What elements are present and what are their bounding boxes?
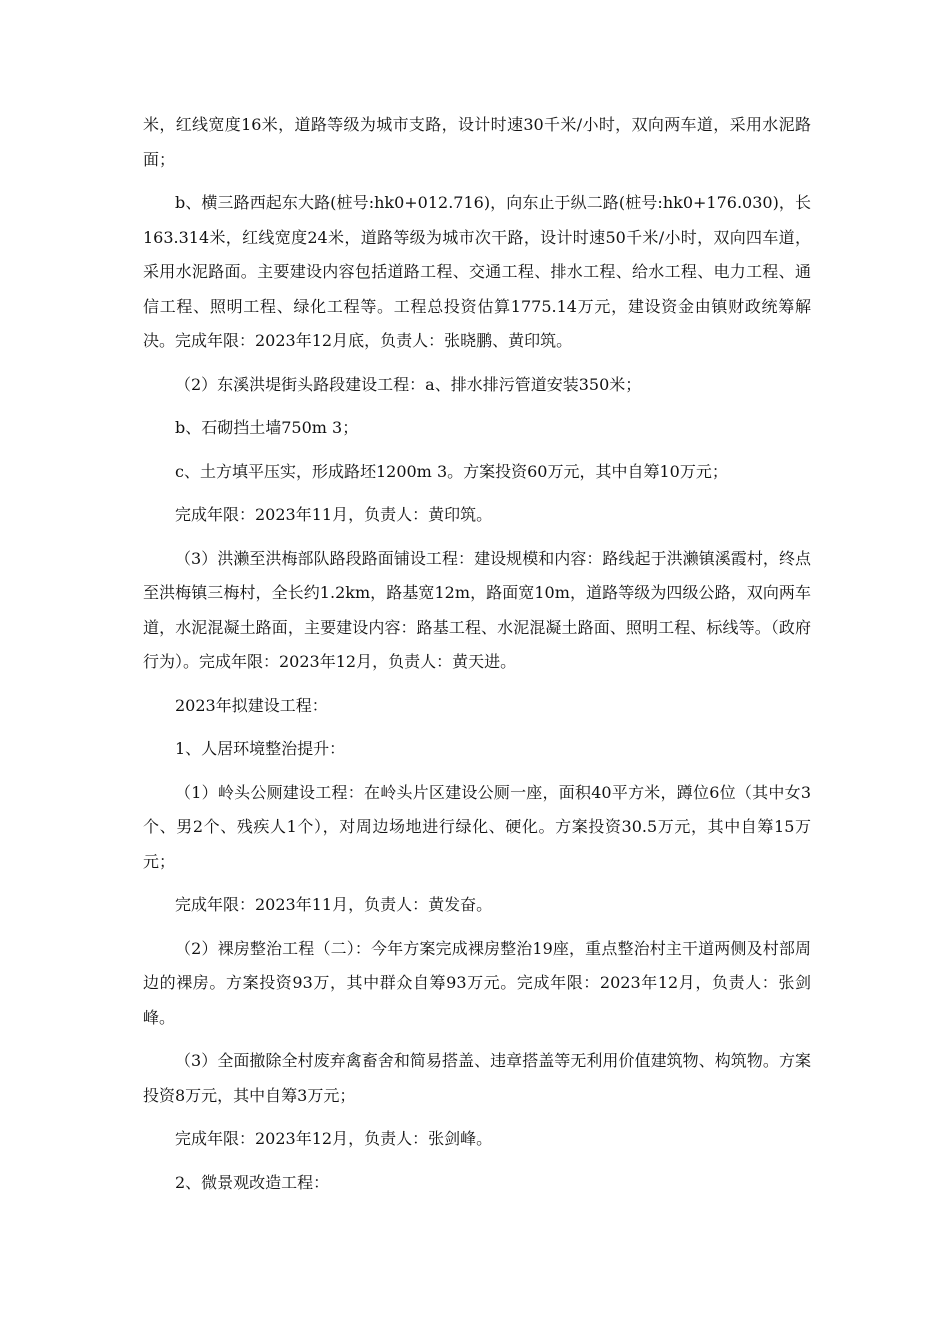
section-heading-2023-planned: 2023年拟建设工程： (175, 695, 328, 715)
paragraph-deadline-huang-fafen: 完成年限：2023年11月，负责人：黄发奋。 (175, 895, 493, 914)
paragraph-deadline-huang-yinzhu: 完成年限：2023年11月，负责人：黄印筑。 (175, 505, 493, 524)
paragraph-dongxi-levee: （2）东溪洪堤街头路段建设工程：a、排水排污管道安装350米； (175, 374, 642, 394)
subsection-heading-micro-landscape: 2、微景观改造工程： (175, 1172, 330, 1192)
paragraph-earthwork: c、土方填平压实，形成路坯1200m 3。方案投资60万元，其中自筹10万元； (175, 461, 728, 481)
subsection-heading-living-environment: 1、人居环境整治提升： (175, 739, 346, 758)
paragraph-heng-san-road: b、横三路西起东大路(桩号:hk0+012.716)，向东止于纵二路(桩号:hk0+176.030)，长163.314米，红线宽度24米，道路等级为城市次干路，设计时速50千米/小时，双向四车道，采用水泥路面。主要建设内容包括道路工程、交通工程、排水工程、给水工程、电力工程、通信工程、照明工程、绿化工程等。工程总投资估算1775.14万元，建设资金由镇财政统筹解决。完成年限：2023年12月底，负责人：张晓鹏、黄印筑。 (143, 193, 811, 350)
paragraph-deadline-zhang-jianfeng: 完成年限：2023年12月，负责人：张剑峰。 (175, 1129, 493, 1148)
paragraph-hongmei-road-paving: （3）洪濑至洪梅部队路段路面铺设工程：建设规模和内容：路线起于洪濑镇溪霞村，终点至洪梅镇三梅村，全长约1.2km，路基宽12m，路面宽10m，道路等级为四级公路，双向两车道，水泥混凝土路面，主要建设内容：路基工程、水泥混凝土路面、照明工程、标线等。（政府行为）。完成年限：2023年12月，负责人：黄天进。 (143, 548, 811, 671)
paragraph-bare-house-renovation: （2）裸房整治工程（二）：今年方案完成裸房整治19座，重点整治村主干道两侧及村部周边的裸房。方案投资93万，其中群众自筹93万元。完成年限：2023年12月，负责人：张剑峰。 (143, 938, 811, 1027)
paragraph-lingtou-toilet: （1）岭头公厕建设工程：在岭头片区建设公厕一座，面积40平方米，蹲位6位（其中女3个、男2个、残疾人1个），对周边场地进行绿化、硬化。方案投资30.5万元，其中自筹15万元； (143, 782, 811, 871)
paragraph-road-spec-continued: 米，红线宽度16米，道路等级为城市支路，设计时速30千米/小时，双向两车道，采用水泥路面； (143, 115, 811, 169)
document-body (143, 108, 811, 1209)
paragraph-retaining-wall: b、石砌挡土墙750m 3； (175, 418, 359, 437)
paragraph-demolition: （3）全面撤除全村废弃禽畜舍和简易搭盖、违章搭盖等无利用价值建筑物、构筑物。方案投资8万元，其中自筹3万元； (143, 1051, 811, 1105)
